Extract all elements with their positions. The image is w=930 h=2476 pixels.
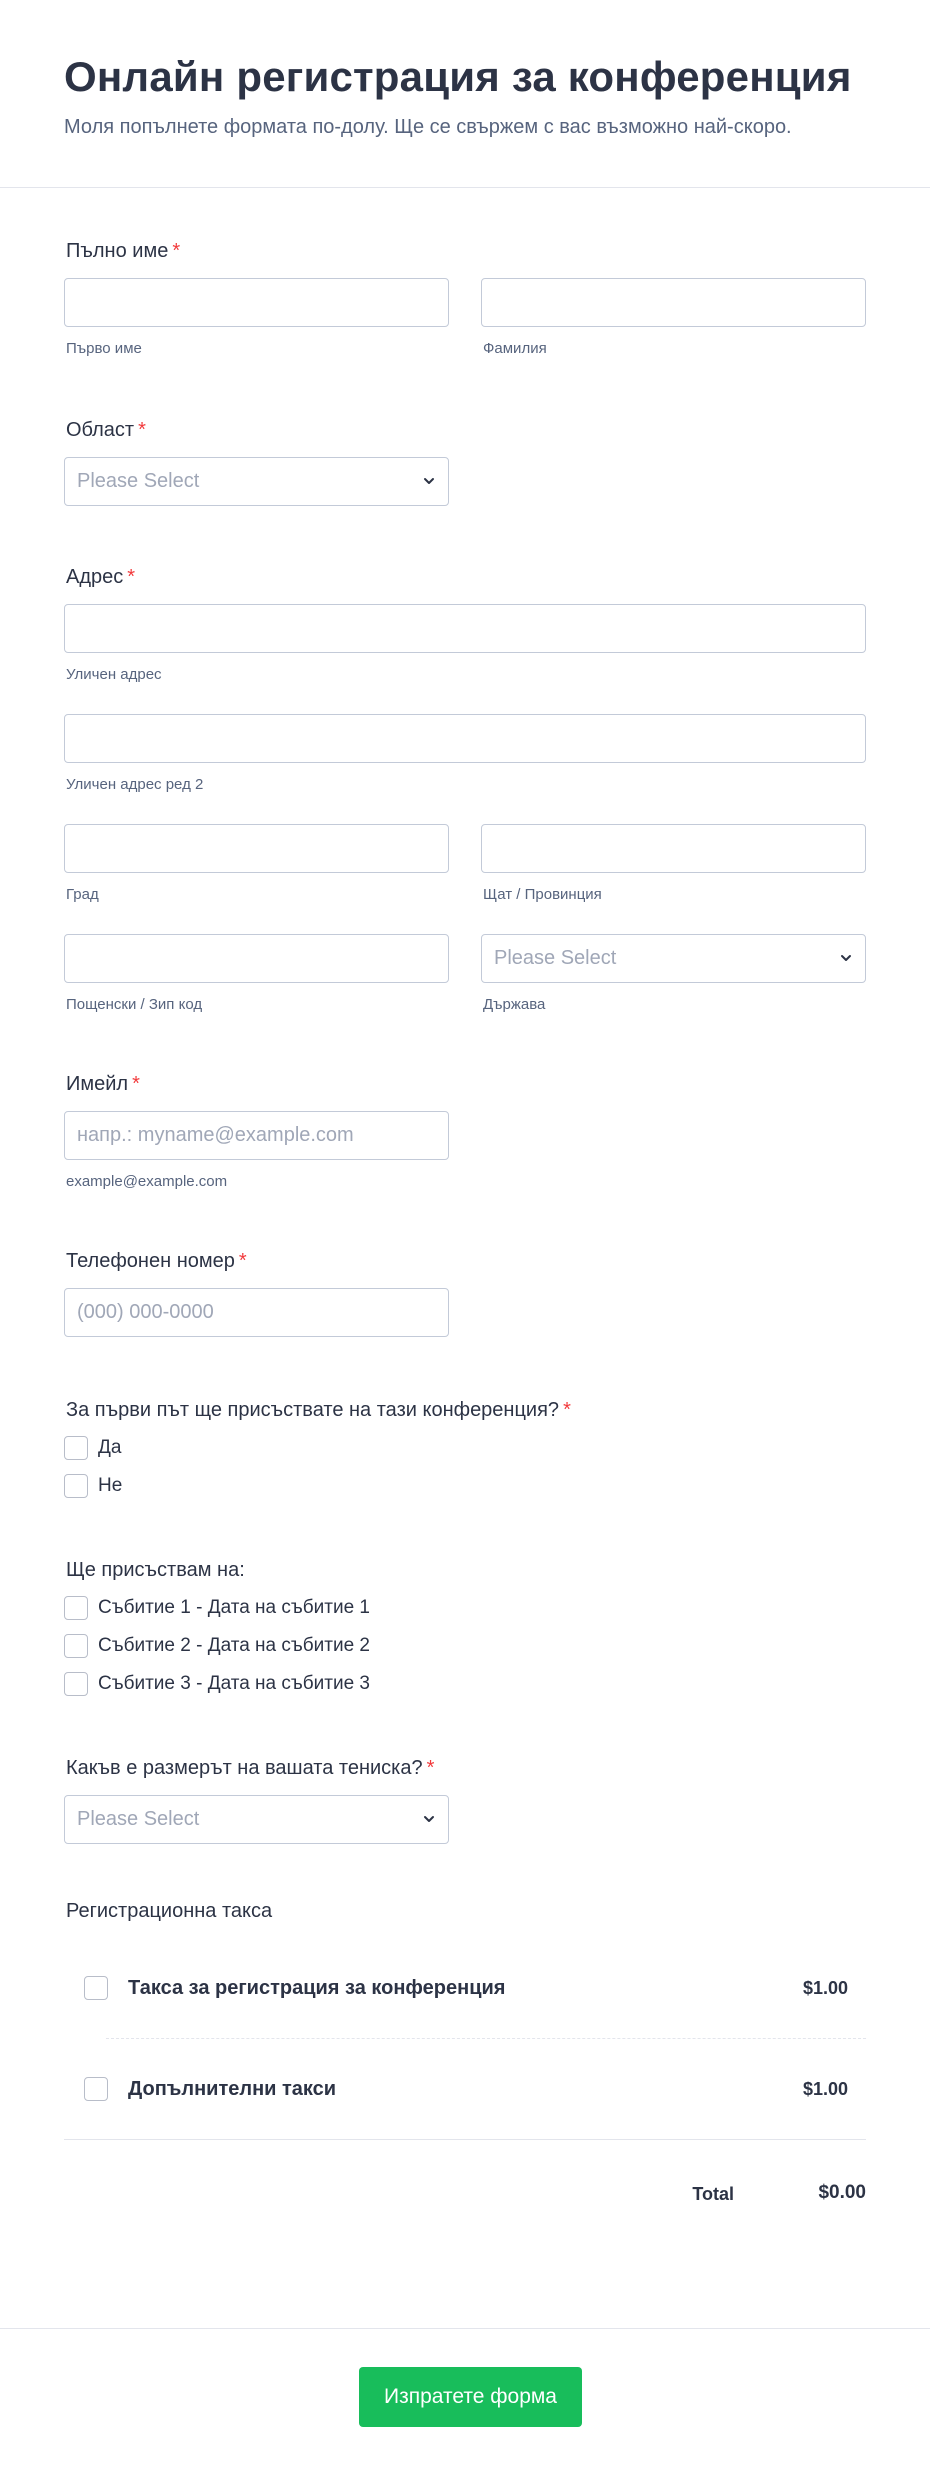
first-time-option-no[interactable]: [64, 1467, 866, 1505]
checkbox[interactable]: [84, 2077, 108, 2101]
required-mark: *: [127, 566, 136, 588]
checkbox[interactable]: [64, 1672, 88, 1696]
zip-sublabel: Пощенски / Зип код: [66, 996, 203, 1013]
email-field: [64, 1071, 866, 1192]
full-name-field: [64, 238, 866, 359]
required-mark: *: [172, 240, 181, 262]
state-input[interactable]: [481, 824, 866, 873]
form-footer: [0, 2328, 930, 2476]
payment-item-price: $1.00: [802, 1977, 848, 1998]
region-field: [64, 417, 866, 506]
phone-input[interactable]: [64, 1288, 449, 1337]
attend-option-event-2[interactable]: [64, 1627, 866, 1665]
tshirt-label: Какъв е размерът на вашата тениска? *: [66, 1757, 435, 1779]
phone-label: Телефонен номер *: [66, 1250, 247, 1272]
street-address-2-sublabel: Уличен адрес ред 2: [66, 776, 204, 793]
required-mark: *: [138, 419, 146, 441]
first-time-field: [64, 1397, 866, 1505]
country-sublabel: Държава: [483, 996, 546, 1013]
address-label: Адрес *: [66, 566, 136, 588]
submit-button[interactable]: Изпратете форма: [359, 2367, 582, 2427]
first-time-label: За първи път ще присъствате на тази конференция? *: [66, 1399, 571, 1421]
attend-option-event-1[interactable]: [64, 1589, 866, 1627]
required-mark: *: [563, 1399, 571, 1421]
payment-item[interactable]: [64, 2039, 866, 2139]
phone-field: [64, 1248, 866, 1337]
checkbox[interactable]: [64, 1436, 88, 1460]
country-select[interactable]: [481, 934, 866, 983]
checkbox[interactable]: [84, 1976, 108, 2000]
address-field: [64, 564, 866, 1015]
registration-fee-label: Регистрационна такса: [66, 1900, 273, 1922]
last-name-sublabel: Фамилия: [483, 340, 547, 357]
first-name-sublabel: Първо име: [66, 340, 142, 357]
registration-form: [0, 238, 930, 2220]
email-sublabel: example@example.com: [66, 1173, 228, 1190]
registration-fee-field: [64, 1898, 866, 2220]
required-mark: *: [132, 1073, 140, 1095]
page-title: Онлайн регистрация за конференция: [64, 53, 852, 100]
zip-input[interactable]: [64, 934, 449, 983]
first-name-input[interactable]: [64, 278, 449, 327]
chevron-down-icon: [422, 1812, 436, 1826]
first-time-option-yes[interactable]: [64, 1429, 866, 1467]
option-label: Събитие 1 - Дата на събитие 1: [98, 1597, 370, 1618]
attend-field: [64, 1557, 866, 1703]
last-name-input[interactable]: [481, 278, 866, 327]
required-mark: *: [238, 1250, 247, 1272]
region-label: Област *: [66, 419, 146, 441]
tshirt-field: [64, 1755, 866, 1844]
page-subtitle: Моля попълнете формата по-долу. Ще се свържем с вас възможно най-скоро.: [64, 116, 792, 138]
country-select-value: Please Select: [494, 947, 617, 969]
full-name-label: Пълно име *: [66, 240, 181, 262]
total-label: Total: [692, 2184, 734, 2204]
city-sublabel: Град: [66, 886, 99, 903]
street-address-input[interactable]: [64, 604, 866, 653]
payment-item[interactable]: [64, 1938, 866, 2038]
attend-label: Ще присъствам на:: [66, 1559, 245, 1581]
required-mark: *: [426, 1757, 435, 1779]
state-sublabel: Щат / Провинция: [483, 886, 602, 903]
checkbox[interactable]: [64, 1596, 88, 1620]
tshirt-size-select[interactable]: [64, 1795, 449, 1844]
form-header: [0, 0, 930, 188]
total-value: $0.00: [818, 2182, 866, 2203]
email-label: Имейл *: [66, 1073, 140, 1095]
chevron-down-icon: [839, 951, 853, 965]
checkbox[interactable]: [64, 1474, 88, 1498]
email-input[interactable]: [64, 1111, 449, 1160]
street-address-sublabel: Уличен адрес: [66, 666, 162, 683]
city-input[interactable]: [64, 824, 449, 873]
payment-item-name: Допълнителни такси: [128, 2077, 337, 2100]
payment-item-price: $1.00: [802, 2078, 848, 2099]
street-address-2-input[interactable]: [64, 714, 866, 763]
payment-item-name: Такса за регистрация за конференция: [128, 1976, 506, 1999]
option-label: Събитие 3 - Дата на събитие 3: [98, 1673, 370, 1694]
checkbox[interactable]: [64, 1634, 88, 1658]
tshirt-select-value: Please Select: [77, 1808, 200, 1830]
attend-option-event-3[interactable]: [64, 1665, 866, 1703]
total-row: [64, 2140, 866, 2220]
region-select[interactable]: [64, 457, 449, 506]
region-select-value: Please Select: [77, 470, 200, 492]
chevron-down-icon: [422, 474, 436, 488]
option-label: Да: [98, 1437, 122, 1458]
option-label: Събитие 2 - Дата на събитие 2: [98, 1635, 370, 1656]
option-label: Не: [98, 1475, 123, 1496]
